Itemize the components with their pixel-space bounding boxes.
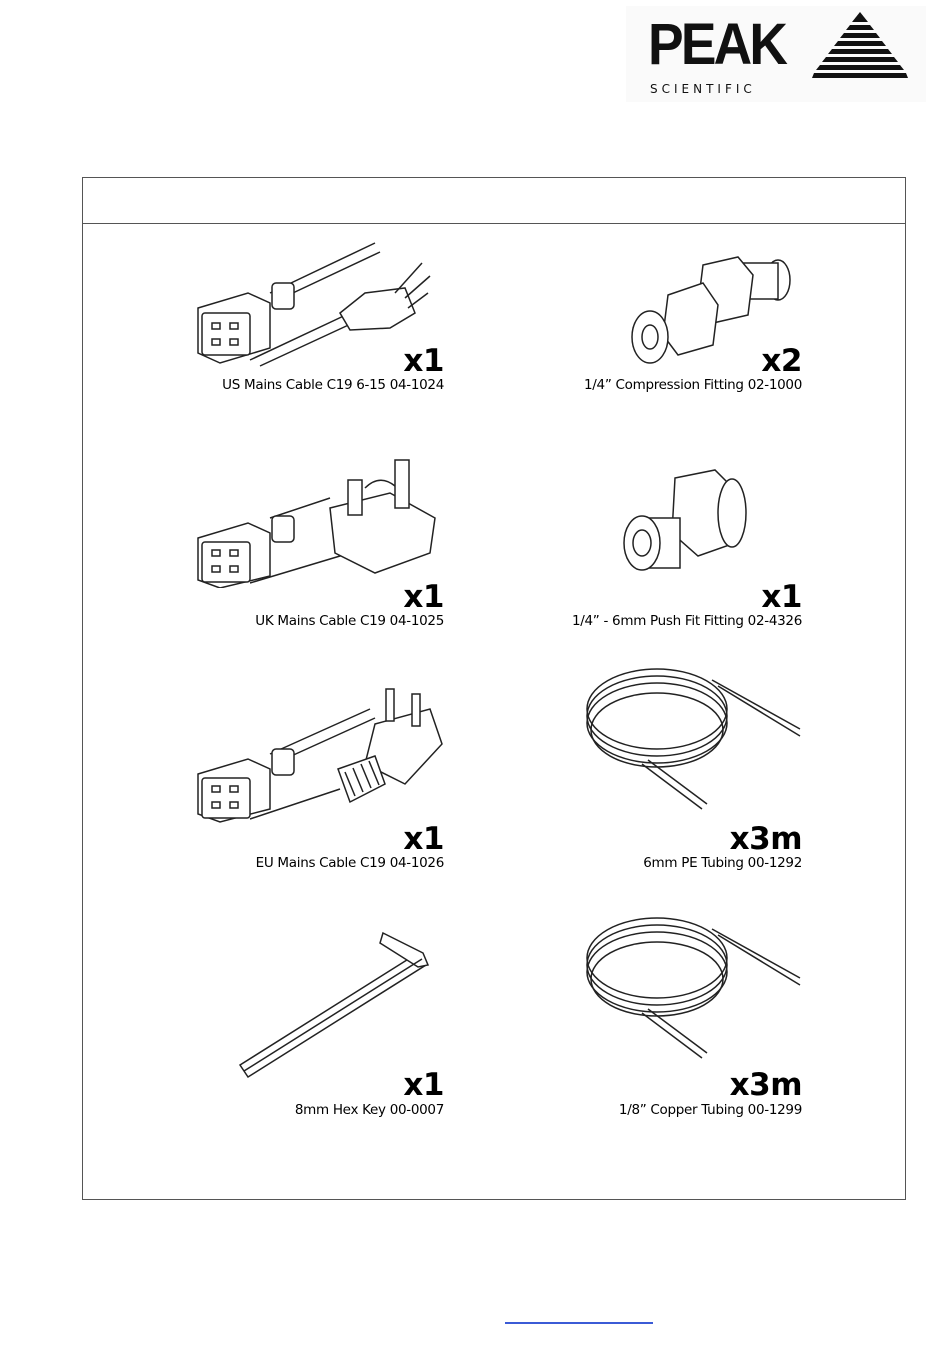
- item-quantity: x3m: [729, 1067, 802, 1103]
- item-description: 6mm PE Tubing 00-1292: [643, 855, 802, 871]
- item-quantity: x1: [403, 579, 444, 615]
- footer-link[interactable]: [505, 1322, 653, 1324]
- logo-subtitle: SCIENTIFIC: [650, 82, 756, 96]
- item-description: 1/4” - 6mm Push Fit Fitting 02-4326: [571, 613, 802, 629]
- panel-header: [83, 178, 905, 224]
- item-quantity: x1: [403, 1067, 444, 1103]
- item-quantity: x2: [761, 343, 802, 379]
- item-description: UK Mains Cable C19 04-1025: [255, 613, 444, 629]
- item-quantity: x3m: [729, 821, 802, 857]
- item-quantity: x1: [761, 579, 802, 615]
- push-fit-fitting-icon: [620, 468, 760, 578]
- item-quantity: x1: [403, 343, 444, 379]
- logo-wordmark: PEAK: [648, 12, 786, 77]
- item-description: US Mains Cable C19 6-15 04-1024: [222, 377, 444, 393]
- eu-mains-cable-icon: [190, 684, 445, 824]
- item-description: 1/4” Compression Fitting 02-1000: [584, 377, 802, 393]
- mountain-mark-icon: [812, 12, 908, 84]
- hex-key-icon: [238, 925, 438, 1080]
- item-description: 8mm Hex Key 00-0007: [294, 1102, 444, 1118]
- pe-tubing-coil-icon: [582, 664, 807, 819]
- item-description: 1/8” Copper Tubing 00-1299: [618, 1102, 802, 1118]
- item-description: EU Mains Cable C19 04-1026: [255, 855, 444, 871]
- copper-tubing-coil-icon: [582, 913, 807, 1068]
- uk-mains-cable-icon: [190, 458, 440, 588]
- item-quantity: x1: [403, 821, 444, 857]
- peak-scientific-logo: [626, 6, 926, 102]
